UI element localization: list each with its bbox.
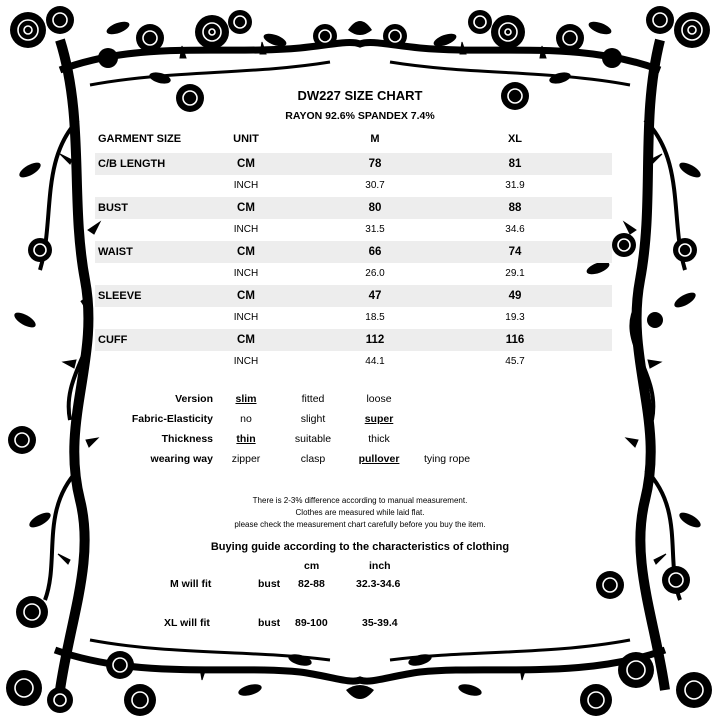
note-line: There is 2-3% difference according to manual measurement. — [252, 496, 468, 505]
option: no — [240, 413, 252, 425]
characteristic-version — [0, 393, 720, 411]
value-m: 30.7 — [365, 180, 385, 191]
characteristic-wearing-way — [0, 453, 720, 471]
unit-inch: INCH — [233, 268, 259, 279]
value-m: 44.1 — [365, 356, 385, 367]
characteristic-label: wearing way — [150, 453, 213, 465]
guide-m-label: M will fit — [170, 578, 212, 590]
value-m: 112 — [365, 334, 385, 346]
table-row-cuff-cm — [95, 329, 612, 351]
unit-cm: CM — [237, 290, 255, 302]
characteristic-label: Fabric-Elasticity — [131, 413, 213, 425]
characteristic-label: Version — [175, 393, 213, 405]
unit-cm: CM — [237, 246, 255, 258]
table-row-sleeve-inch — [95, 307, 612, 329]
unit-cm: CM — [237, 202, 255, 214]
note-line: please check the measurement chart carefully before you buy the item. — [234, 520, 486, 529]
option: pullover — [358, 453, 400, 465]
bottom-vine-thin — [90, 640, 630, 660]
unit-inch: INCH — [233, 180, 259, 191]
value-xl: 116 — [505, 334, 525, 346]
value-xl: 74 — [508, 246, 522, 258]
unit-inch: INCH — [233, 356, 259, 367]
table-row-bust-inch — [95, 219, 612, 241]
note-line: Clothes are measured while laid flat. — [295, 508, 425, 517]
value-xl: 31.9 — [505, 180, 525, 191]
guide-m-inch: 32.3-34.6 — [356, 578, 401, 590]
top-vine-thin — [90, 62, 630, 85]
buying-guide-title: Buying guide according to the characteristics of clothing — [210, 541, 510, 553]
table-row-bust-cm — [95, 197, 612, 219]
characteristic-label: Thickness — [161, 433, 213, 445]
chart-title: DW227 SIZE CHART — [297, 88, 423, 103]
measure-name: SLEEVE — [98, 290, 142, 302]
table-row-cb-length-cm — [95, 153, 612, 175]
header-unit: UNIT — [233, 133, 259, 145]
measure-name: C/B LENGTH — [98, 158, 166, 170]
guide-xl-part: bust — [258, 617, 281, 629]
value-m: 18.5 — [365, 312, 385, 323]
table-row-cb-length-inch — [95, 175, 612, 197]
option: super — [364, 413, 394, 425]
table-row-cuff-inch — [95, 351, 612, 373]
unit-inch: INCH — [233, 224, 259, 235]
guide-col-inch: inch — [369, 560, 391, 572]
option: slight — [300, 413, 326, 425]
value-m: 66 — [368, 246, 382, 258]
header-garment-size: GARMENT SIZE — [98, 133, 182, 145]
option: loose — [366, 393, 392, 405]
guide-xl-label: XL will fit — [164, 617, 210, 629]
option: fitted — [301, 393, 325, 405]
measure-name: CUFF — [98, 334, 128, 346]
unit-inch: INCH — [233, 312, 259, 323]
value-xl: 49 — [508, 290, 522, 302]
header-m: M — [370, 133, 380, 145]
table-row-sleeve-cm — [95, 285, 612, 307]
guide-xl-inch: 35-39.4 — [362, 617, 398, 629]
value-m: 26.0 — [365, 268, 385, 279]
unit-cm: CM — [237, 334, 255, 346]
value-xl: 45.7 — [505, 356, 525, 367]
value-xl: 19.3 — [505, 312, 525, 323]
guide-m-part: bust — [258, 578, 281, 590]
guide-m-cm: 82-88 — [298, 578, 325, 590]
option: thin — [236, 433, 256, 445]
unit-cm: CM — [237, 158, 255, 170]
guide-xl-cm: 89-100 — [295, 617, 328, 629]
characteristic-thickness — [0, 433, 720, 451]
option: slim — [235, 393, 257, 405]
characteristic-fabric-elasticity — [0, 413, 720, 431]
measurement-notes — [0, 495, 720, 531]
guide-col-cm: cm — [304, 560, 320, 572]
value-xl: 88 — [508, 202, 522, 214]
material-composition: RAYON 92.6% SPANDEX 7.4% — [285, 110, 435, 122]
option: tying rope — [423, 453, 471, 465]
option: clasp — [300, 453, 326, 465]
table-row-waist-inch — [95, 263, 612, 285]
option: suitable — [294, 433, 332, 445]
value-m: 31.5 — [365, 224, 385, 235]
measure-name: BUST — [98, 202, 128, 214]
option: thick — [368, 433, 390, 445]
value-m: 80 — [368, 202, 382, 214]
header-xl: XL — [507, 133, 523, 145]
value-m: 47 — [368, 290, 382, 302]
option: zipper — [231, 453, 261, 465]
bottom-vine — [55, 650, 665, 681]
value-m: 78 — [368, 158, 382, 170]
value-xl: 81 — [508, 158, 522, 170]
value-xl: 34.6 — [505, 224, 525, 235]
value-xl: 29.1 — [505, 268, 525, 279]
measure-name: WAIST — [98, 246, 133, 258]
table-row-waist-cm — [95, 241, 612, 263]
